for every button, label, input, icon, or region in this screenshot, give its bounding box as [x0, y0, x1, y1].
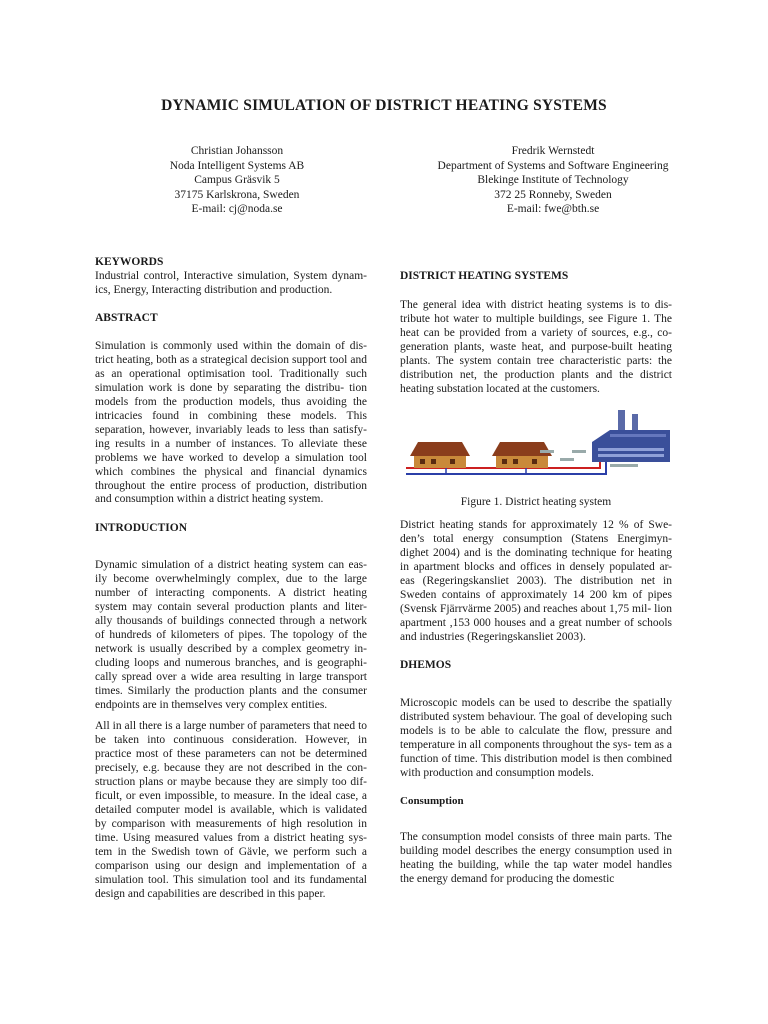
text-line: such simulation work is done by separating the distribu-	[95, 367, 367, 394]
introduction-heading: INTRODUCTION	[95, 522, 188, 534]
heating-plant-icon	[592, 410, 670, 462]
figure-caption: Figure 1. District heating system	[460, 496, 612, 508]
text-line: precisely, e.g. because they are not described in the con-	[95, 762, 367, 775]
text-line: handles the energy demand for producing the domestic	[400, 858, 672, 885]
text-line: cluding loops and numerous branches, and is geographi-	[95, 656, 367, 669]
text-line: ally thousands of buildings connected through a network	[95, 614, 367, 627]
keywords-heading: KEYWORDS	[95, 256, 164, 268]
text-line: such models is to be able to calculate the flow, pressure	[400, 710, 672, 737]
text-line: eas (Regeringskansliet 2003). The distribution net in	[400, 574, 672, 587]
text-line: heating substation located at the customers.	[400, 382, 600, 395]
text-line: Dynamic simulation of a district heating system can eas-	[95, 559, 367, 571]
text-line: District heating stands for approximately 12 % of Swe-	[400, 519, 672, 531]
author-email: E-mail: fwe@bth.se	[506, 203, 600, 216]
introduction-heading-box	[95, 522, 367, 536]
text-line: the intricacies found in combining these models. This	[95, 395, 367, 422]
text-line: simulation tool. This simulation tool and its fundamental	[95, 873, 367, 886]
text-line: network is usually described by a complex geometry in-	[95, 642, 367, 655]
dhemos-body-1	[400, 697, 672, 781]
text-line: dighet 2004) and is the dominating technique for heating	[400, 546, 672, 559]
district-heating-figure	[400, 404, 672, 488]
text-line: of hundreds of kilometers of pipes. The topology of the	[95, 628, 367, 641]
text-line: den’s total energy consumption (Statens Energimyn-	[400, 532, 672, 545]
text-line: lion apartment ,153 000 houses and a great number of	[400, 602, 673, 629]
abstract-body	[95, 340, 367, 507]
consumption-heading: Consumption	[400, 795, 464, 807]
text-line: Sweden contains of approximately 14 200 km of pipes	[400, 588, 672, 601]
abstract-heading: ABSTRACT	[95, 312, 158, 324]
author-block-2	[408, 144, 698, 217]
text-line: distribution net, the production plants and the district	[400, 368, 672, 381]
text-line: Industrial control, Interactive simulation, System dynam-	[95, 269, 367, 282]
text-line: plants. The system contain tree characteristic parts: the	[400, 354, 672, 367]
dhs-paragraph-2	[400, 519, 672, 645]
text-line: number of interacting components. A district heating	[95, 586, 367, 599]
author-address: 37175 Karlskrona, Sweden	[174, 188, 300, 201]
text-line: struction plans or maybe because they are simply too dif-	[95, 776, 367, 789]
text-line: ficult, or even impossible, to measure. In the ideal case, a	[95, 790, 367, 803]
text-line: tem in the Swedish town of Gävle, we perform such a	[95, 846, 367, 859]
text-line: and consumption within a district heating system.	[95, 493, 324, 506]
text-line: combined with production and consumption models.	[400, 752, 673, 779]
dhemos-heading-box	[400, 659, 672, 673]
text-line: tem as a function of time. This distribution model is then	[400, 738, 673, 765]
text-line: to be taken into continuous consideration. However, in	[95, 720, 368, 747]
house-icon	[410, 442, 470, 468]
text-line: distributed system behaviour. The goal of developing	[400, 710, 648, 723]
dhs-paragraph-1	[400, 299, 672, 397]
abstract-heading-box	[95, 312, 367, 326]
text-line: times. Similarly the production plants and the consumer	[95, 684, 367, 697]
abstract-paragraph	[95, 340, 367, 507]
text-line: Microscopic models can be used to describe the spatially	[400, 697, 672, 709]
dhs-body-1	[400, 299, 672, 397]
introduction-body	[95, 559, 367, 902]
author-block-1	[137, 144, 337, 217]
text-line: ics, Energy, Interacting distribution and production.	[95, 283, 333, 296]
keywords-section	[95, 256, 367, 298]
text-line: tion models from the production models, thus avoiding	[95, 381, 367, 408]
author-name: Fredrik Wernstedt	[511, 145, 595, 157]
text-line: tribute hot water to multiple buildings, see Figure 1. The	[400, 312, 672, 325]
text-line: cally spread over a wide area resulting in large transport	[95, 670, 367, 683]
text-line: and temperature in all components throughout the sys-	[400, 724, 672, 751]
text-line: trict heating, both as a strategical decision support tool	[95, 353, 348, 366]
text-line: schools and industries (Regeringskansliet 2003).	[400, 616, 672, 643]
dhs-heading: DISTRICT HEATING SYSTEMS	[400, 270, 569, 282]
text-line: The consumption model consists of three main parts.	[400, 831, 651, 843]
author-address: Blekinge Institute of Technology	[477, 174, 629, 187]
text-line: in apartment blocks and offices in densely populated ar-	[400, 560, 672, 573]
text-line: separation, however, invariably leads to less than satisfy-	[95, 423, 367, 436]
text-line: practice most of these parameters can not be determined	[95, 748, 367, 761]
dhemos-paragraph-1	[400, 697, 672, 781]
author-affiliation: Department of Systems and Software Engineering	[437, 159, 669, 172]
text-line: design and capabilities are described in this paper.	[95, 887, 326, 900]
dhs-heading-box	[400, 270, 672, 284]
dhs-body-2	[400, 519, 672, 645]
text-line: used in heating the building, while the tap water model	[400, 844, 672, 871]
author-email: E-mail: cj@noda.se	[191, 203, 283, 216]
introduction-paragraph-1	[95, 559, 367, 712]
text-line: heat can be provided from a variety of sources, e.g., co-	[400, 326, 672, 339]
dhemos-body-2	[400, 831, 672, 887]
author-address: 372 25 Ronneby, Sweden	[494, 188, 612, 201]
text-line: which combines the physical and financial dynamics	[95, 465, 367, 478]
text-line: comparison using our design and implementation of a	[95, 860, 367, 873]
text-line: system may contain several production plants and liter-	[95, 600, 367, 613]
introduction-paragraph-2	[95, 720, 367, 901]
text-line: The general idea with district heating systems is to dis-	[400, 299, 672, 311]
text-line: All in all there is a large number of parameters that need	[95, 720, 356, 733]
text-line: problems we have worked to develop a simulation tool	[95, 451, 367, 464]
text-line: throughout the entire process of production, distribution	[95, 479, 367, 492]
author-name: Christian Johansson	[190, 145, 284, 157]
keywords-text	[95, 270, 367, 298]
house-icon	[492, 442, 552, 468]
district-heating-illustration	[400, 404, 672, 488]
consumption-paragraph	[400, 831, 672, 887]
text-line: and as an operational optimisation tool. Traditionally	[95, 353, 368, 380]
text-line: detailed computer model is available, which is validated	[95, 804, 367, 817]
dhemos-heading: DHEMOS	[400, 659, 452, 671]
text-line: Simulation is commonly used within the domain of dis-	[95, 340, 367, 352]
text-line: generation plants, waste heat, and purpose-built heating	[400, 340, 672, 353]
text-line: The building model describes the energy consumption	[400, 831, 673, 857]
author-affiliation: Noda Intelligent Systems AB	[169, 159, 305, 172]
text-line: endpoints are in themselves very complex entities.	[95, 698, 328, 711]
text-line: ily become overwhelmingly complex, due to the large	[95, 572, 367, 585]
text-line: time. Using measured values from a district heating sys-	[95, 832, 367, 845]
text-line: (Svensk Fjärrvärme 2005) and reaches about 1,75 mil-	[400, 602, 652, 615]
paper-title: DYNAMIC SIMULATION OF DISTRICT HEATING SYSTEMS	[161, 97, 607, 114]
consumption-heading-box	[400, 795, 672, 809]
text-line: ing results in a number of instances. To alleviate these	[95, 437, 367, 450]
text-line: by comparison with measurements of high resolution in	[95, 818, 367, 831]
author-address: Campus Gräsvik 5	[194, 174, 280, 187]
